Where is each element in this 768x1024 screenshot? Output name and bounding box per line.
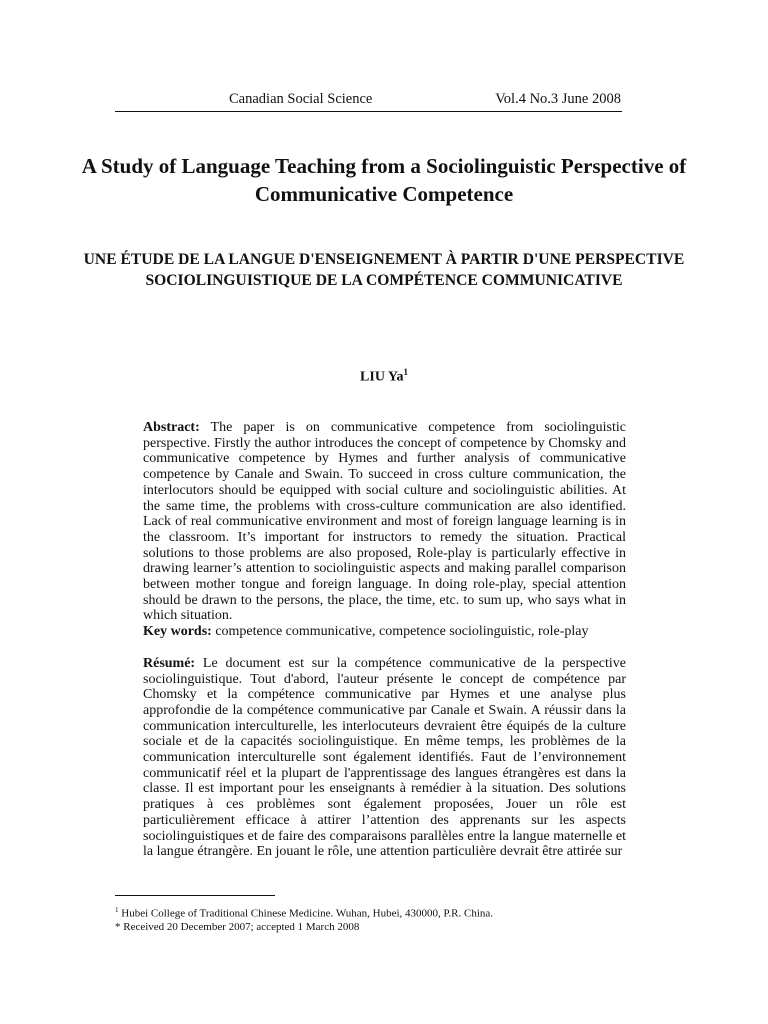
author-name: LIU Ya (360, 369, 404, 385)
abstract-text: The paper is on communicative competence from sociolinguistic perspective. Firstly the author introduces the concept of competence by Chomsky and communicative competence by Hymes and further analysis of communicative competence by Canale and Swain. To succeed in cross culture communication, the interlocutors should be equipped with social culture and sociolinguistic abilities. At the same time, the problems with cross-culture communication are also identified. Lack of real communicative environment and most of foreign language learning is in the classroom. It’s important for instructors to remedy the situation. Practical solutions to those problems are also proposed, Role-play is particularly effective in drawing learner’s attention to sociolinguistic aspects and making parallel comparison between mother tongue and foreign language. In doing role-play, special attention should be drawn to the persons, the place, the time, etc. to sum up, who says what in which situation. (143, 420, 626, 624)
footnote-received: * Received 20 December 2007; accepted 1 March 2008 (115, 920, 360, 933)
author-footnote-mark: 1 (403, 367, 408, 377)
header-rule (115, 111, 622, 112)
resume-label: Résumé: (143, 655, 196, 671)
running-header (115, 91, 621, 111)
abstract-section (143, 420, 626, 860)
keywords-text: competence communicative, competence sociolinguistic, role-play (215, 624, 589, 640)
abstract-paragraph (143, 420, 626, 624)
author-line (260, 367, 508, 386)
footnote-affiliation (115, 904, 635, 921)
resume-text: Le document est sur la compétence communicative de la perspective sociolinguistique. Tout d'abord, l'auteur présente le concept de compétence par Chomsky et la compétence communicative par Hymes et une analyse plus approfondie de la compétence communicative par Canale et Swain. A réussir dans la communication interculturelle, les interlocuteurs devraient être équipés de la culture sociale et de la capacités sociolinguistique. En même temps, les problèmes de la communication interculturelle sont également identifiés. Faut de l’environnement communicatif réel et la plupart de l'apprentissage des langues étrangères est dans la classe. Il est important pour les enseignants à remédier à la situation. Des solutions pratiques à ces problèmes sont également proposées, Jouer un rôle est particulièrement efficace à attirer l’attention des apprenants sur les aspects sociolinguistiques et de faire des comparaisons parallèles entre la langue maternelle et la langue étrangère. En jouant le rôle, une attention particulière devrait être attirée sur (143, 655, 627, 860)
footnotes (115, 904, 635, 934)
journal-name: Canadian Social Science (229, 91, 373, 107)
paper-subtitle-french: UNE ÉTUDE DE LA LANGUE D'ENSEIGNEMENT À PARTIR D'UNE PERSPECTIVE SOCIOLINGUISTIQUE DE LA COMPÉTENCE COMMUNICATIVE (83, 251, 685, 289)
paper-title: A Study of Language Teaching from a Sociolinguistic Perspective of Communicative Competence (81, 154, 687, 206)
keywords-line (143, 624, 626, 640)
resume-paragraph (143, 656, 626, 860)
footnote-mark: 1 (115, 906, 119, 914)
abstract-label: Abstract: (143, 420, 200, 435)
keywords-label: Key words: (143, 624, 212, 640)
affiliation-text: Hubei College of Traditional Chinese Medicine. Wuhan, Hubei, 430000, P.R. China. (121, 907, 494, 920)
footnote-rule (115, 895, 275, 896)
issue-info: Vol.4 No.3 June 2008 (495, 91, 621, 107)
